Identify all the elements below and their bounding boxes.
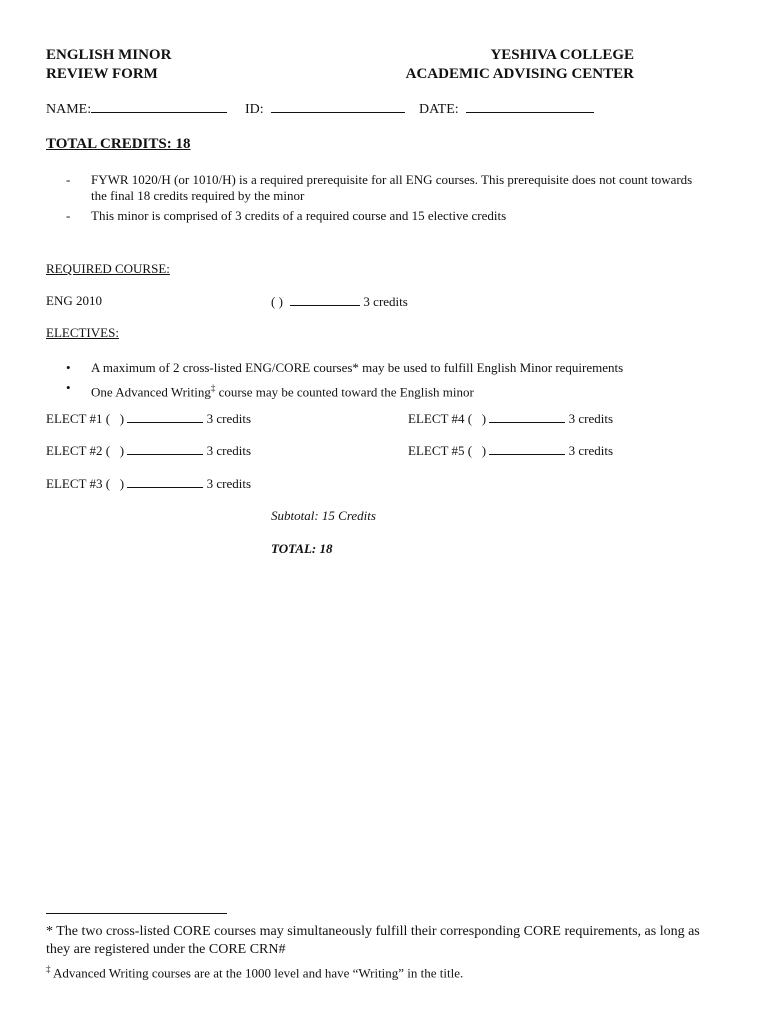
elective-label: ELECT #1 [46,411,103,426]
note-text: This minor is comprised of 3 credits of a required course and 15 elective credits [91,208,507,223]
form-title [46,46,171,84]
elective-check[interactable]: ( ) [467,411,487,426]
elective-blank[interactable] [127,410,203,423]
electives-heading: ELECTIVES: [46,325,119,340]
institution-name: YESHIVA COLLEGE [490,47,634,63]
required-course-check[interactable]: ( ) [271,294,283,309]
bullet-icon: • [66,380,71,395]
required-course-entry[interactable] [271,293,408,310]
elective-blank[interactable] [489,442,565,455]
double-dagger-mark: ‡ [210,383,216,393]
note-item [66,172,706,204]
id-field[interactable] [245,100,405,118]
rule-item [66,380,623,400]
elective-label: ELECT #5 [408,443,465,458]
subtotal-text: Subtotal: 15 Credits [271,508,376,523]
name-blank[interactable] [91,100,227,113]
date-label: DATE: [419,102,459,117]
form-title-line2: REVIEW FORM [46,66,158,82]
required-course-code: ENG 2010 [46,293,102,308]
id-blank[interactable] [271,100,405,113]
elective-blank[interactable] [127,442,203,455]
elective-credits: 3 credits [206,411,252,426]
footnote-divider [46,913,227,914]
required-course-credits: 3 credits [363,294,408,309]
id-label: ID: [245,102,264,117]
elective-slot-5[interactable] [408,442,613,459]
rule-text: A maximum of 2 cross-listed ENG/CORE courses* may be used to fulfill English Minor requirements [91,360,624,375]
footnote-text: Advanced Writing courses are at the 1000 level and have “Writing” in the title. [50,965,464,981]
elective-label: ELECT #4 [408,411,465,426]
elective-slot-4[interactable] [408,410,613,427]
requirement-notes [66,172,706,228]
dash-mark: - [66,172,71,187]
elective-blank[interactable] [489,410,565,423]
elective-blank[interactable] [127,475,203,488]
date-blank[interactable] [466,100,594,113]
electives-rules [66,360,623,404]
elective-label: ELECT #3 [46,476,103,491]
elective-slot-2[interactable] [46,442,251,459]
elective-slot-1[interactable] [46,410,251,427]
name-label: NAME: [46,102,92,117]
required-course-heading: REQUIRED COURSE: [46,261,170,276]
footnote-cross-listed: * The two cross-listed CORE courses may simultaneously fulfill their corresponding CORE requirements, as long as they are registered under the CORE CRN# [46,924,700,957]
elective-credits: 3 credits [568,443,614,458]
elective-credits: 3 credits [206,443,252,458]
elective-check[interactable]: ( ) [105,476,125,491]
note-text: FYWR 1020/H (or 1010/H) is a required prerequisite for all ENG courses. This prerequisite does not count towards the final 18 credits required by the minor [91,172,693,203]
bullet-icon: • [66,360,71,375]
date-field[interactable] [419,100,594,118]
rule-text: course may be counted toward the English minor [215,384,474,400]
department-name: ACADEMIC ADVISING CENTER [405,66,634,82]
elective-check[interactable]: ( ) [467,443,487,458]
total-text: TOTAL: 18 [271,541,333,556]
footnote-advanced-writing [46,960,716,982]
form-title-line1: ENGLISH MINOR [46,47,172,63]
elective-label: ELECT #2 [46,443,103,458]
institution-header [400,46,634,84]
elective-check[interactable]: ( ) [105,411,125,426]
dash-mark: - [66,208,71,223]
note-item [66,208,706,224]
elective-check[interactable]: ( ) [105,443,125,458]
rule-text: One Advanced Writing [91,384,211,400]
total-credits-heading: TOTAL CREDITS: 18 [46,136,191,152]
name-field[interactable] [46,100,227,118]
elective-credits: 3 credits [568,411,614,426]
elective-credits: 3 credits [206,476,252,491]
rule-item [66,360,623,376]
double-dagger-mark: ‡ [46,964,51,974]
elective-slot-3[interactable] [46,475,251,492]
required-course-blank[interactable] [290,293,360,306]
